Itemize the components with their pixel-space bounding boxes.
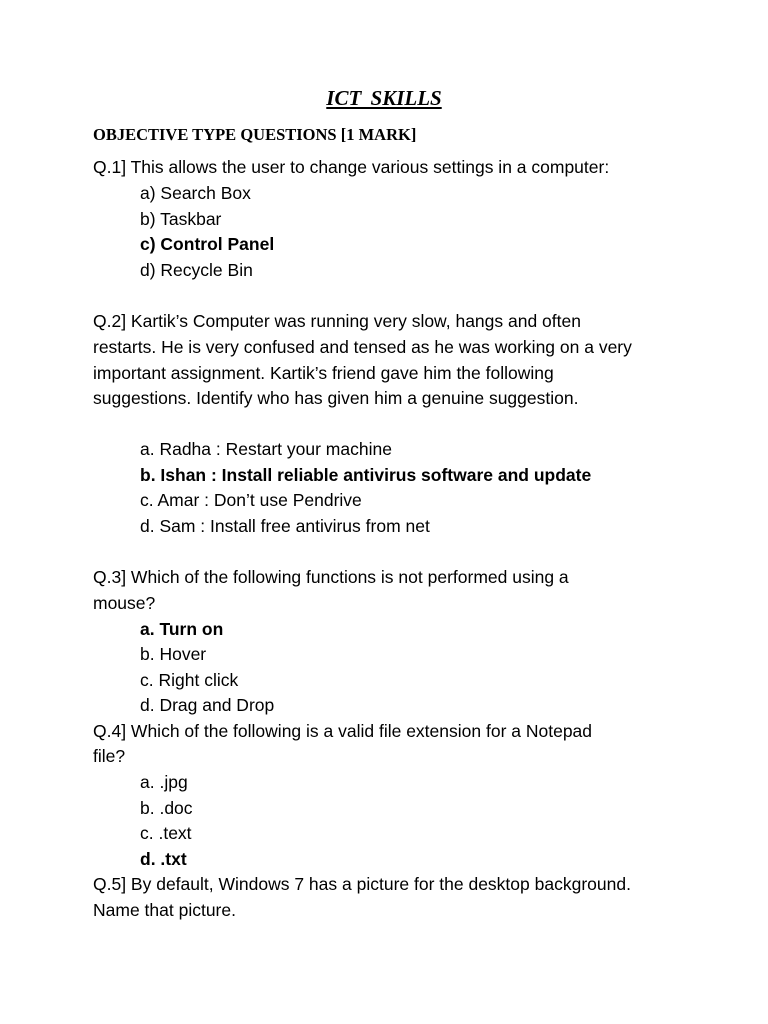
question-4-option-c: c. .text — [140, 823, 192, 843]
question-2-option-d: d. Sam : Install free antivirus from net — [140, 516, 430, 536]
question-2-option-a: a. Radha : Restart your machine — [140, 439, 392, 459]
question-3-option-a-answer: a. Turn on — [140, 619, 224, 639]
question-4-option-b: b. .doc — [140, 798, 193, 818]
question-1-option-c-answer: c) Control Panel — [140, 234, 275, 254]
question-2-line-1: Q.2] Kartik’s Computer was running very slow, hangs and often — [93, 311, 581, 331]
question-2-line-4: suggestions. Identify who has given him a genuine suggestion. — [93, 388, 579, 408]
question-4-option-d-answer: d. .txt — [140, 849, 187, 869]
question-1-text: Q.1] This allows the user to change various settings in a computer: — [93, 157, 610, 177]
question-5-line-2: Name that picture. — [93, 900, 236, 920]
question-1-option-d: d) Recycle Bin — [140, 260, 253, 280]
question-2-option-b-answer: b. Ishan : Install reliable antivirus software and update — [140, 465, 592, 485]
question-3-line-1: Q.3] Which of the following functions is not performed using a — [93, 567, 569, 587]
question-1-option-a: a) Search Box — [140, 183, 251, 203]
page-title: ICT SKILLS — [326, 86, 442, 110]
question-3-option-d: d. Drag and Drop — [140, 695, 275, 715]
question-3-line-2: mouse? — [93, 593, 156, 613]
question-5-line-1: Q.5] By default, Windows 7 has a picture for the desktop background. — [93, 874, 631, 894]
question-1-option-b: b) Taskbar — [140, 209, 222, 229]
question-3-option-b: b. Hover — [140, 644, 207, 664]
question-4-line-2: file? — [93, 746, 126, 766]
question-2-option-c: c. Amar : Don’t use Pendrive — [140, 490, 362, 510]
question-2-line-3: important assignment. Kartik’s friend gave him the following — [93, 363, 554, 383]
question-4-option-a: a. .jpg — [140, 772, 188, 792]
section-heading: OBJECTIVE TYPE QUESTIONS [1 MARK] — [93, 125, 417, 144]
question-3-option-c: c. Right click — [140, 670, 239, 690]
question-4-line-1: Q.4] Which of the following is a valid file extension for a Notepad — [93, 721, 593, 741]
question-2-line-2: restarts. He is very confused and tensed as he was working on a very — [93, 337, 632, 357]
